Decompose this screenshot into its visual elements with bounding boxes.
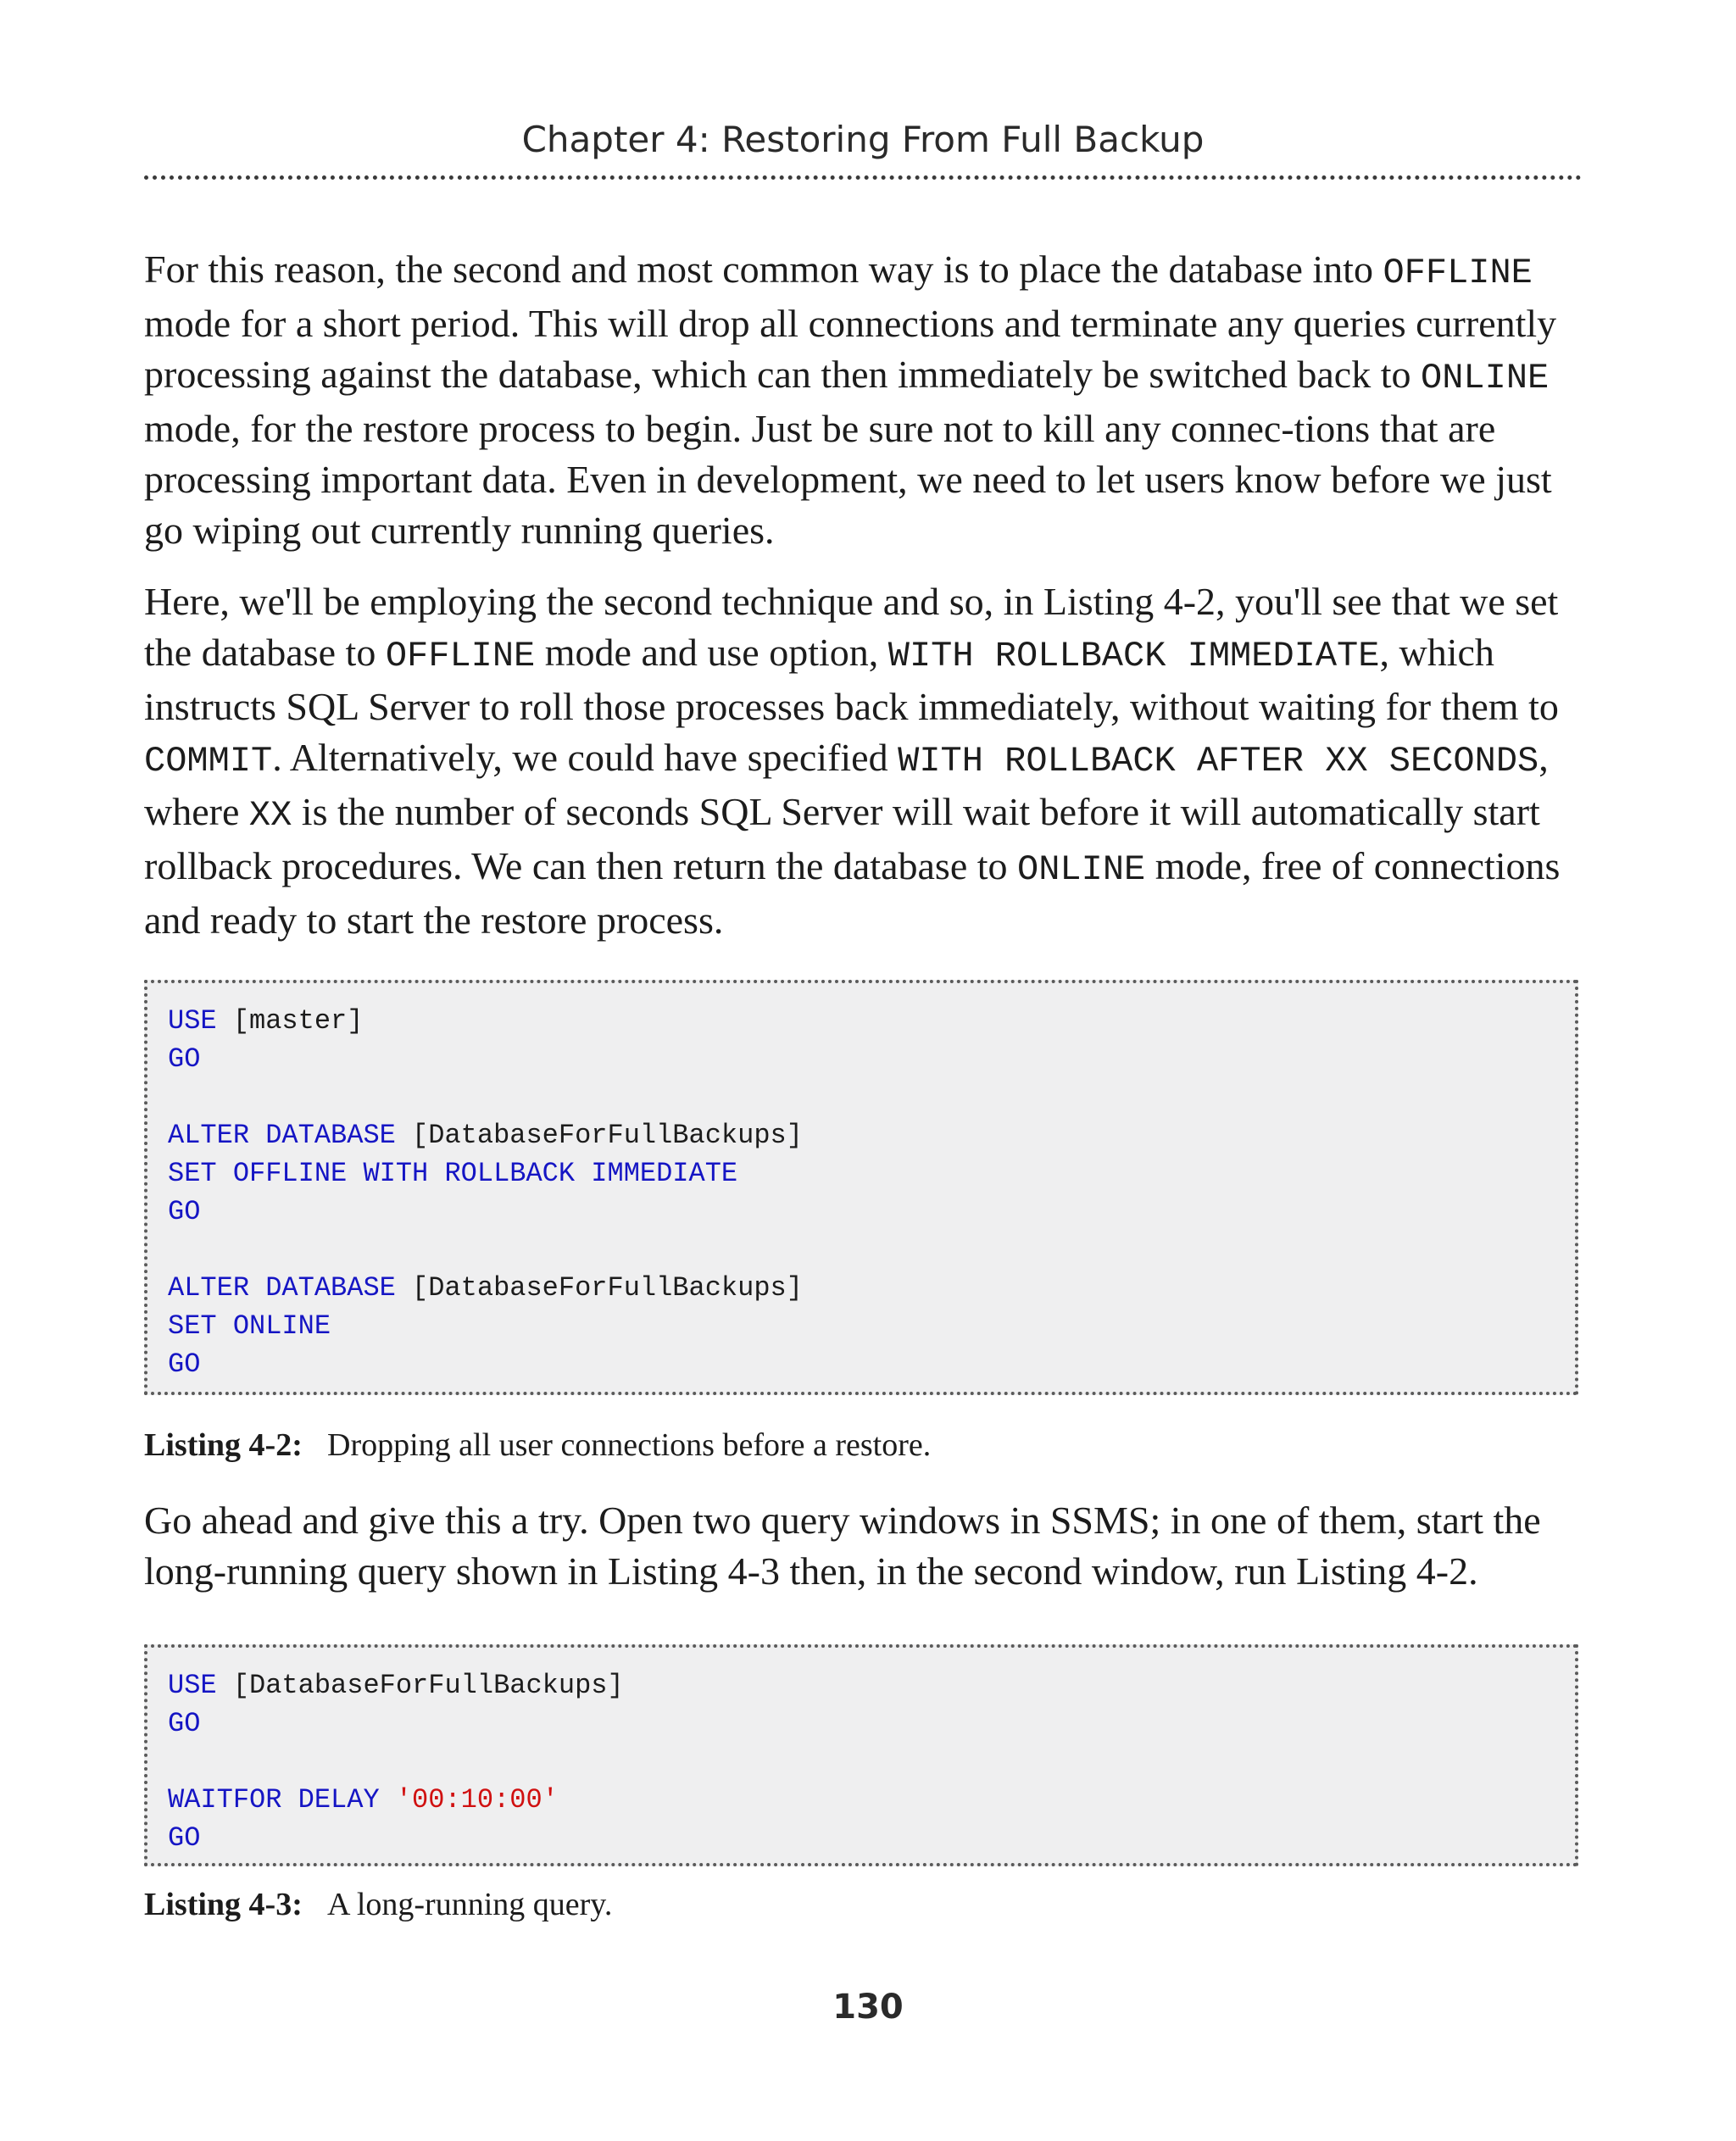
text-span: Here, we'll be employing the second technique and so, in Listing 4-2, you'll see that we set the database to	[144, 580, 1559, 674]
caption-label: Listing 4-2:	[144, 1427, 303, 1463]
caption-text: Dropping all user connections before a restore.	[327, 1427, 932, 1463]
code-text: [DatabaseForFullBackups]	[216, 1670, 624, 1701]
inline-code: COMMIT	[144, 741, 273, 781]
listing-caption-4-3	[144, 1883, 1582, 1926]
text-span: mode and use option,	[535, 631, 888, 674]
code-listing-4-3	[144, 1644, 1578, 1866]
code-text: [master]	[216, 1005, 364, 1037]
inline-code: WITH ROLLBACK AFTER XX SECONDS	[898, 741, 1539, 781]
code-line	[168, 1231, 1555, 1269]
code-keyword: GO	[168, 1196, 201, 1227]
code-line	[168, 1743, 1555, 1781]
text-span: , where	[144, 736, 1549, 833]
inline-code: WITH ROLLBACK IMMEDIATE	[887, 636, 1380, 676]
body-paragraph-3	[144, 1495, 1582, 1597]
code-line	[168, 1078, 1555, 1116]
code-line	[168, 1704, 1555, 1743]
code-line	[168, 1307, 1555, 1345]
code-listing-4-2	[144, 980, 1578, 1395]
text-span: . Alternatively, we could have specified	[272, 736, 899, 779]
code-line	[168, 1819, 1555, 1857]
code-keyword: ALTER DATABASE	[168, 1120, 396, 1151]
text-span: is the number of seconds SQL Server will wait before it will automatically start rollback procedures. We can then return the database to	[144, 790, 1540, 887]
code-keyword: ALTER DATABASE	[168, 1272, 396, 1304]
body-paragraph-2	[144, 576, 1582, 946]
code-line	[168, 1345, 1555, 1383]
code-keyword: WAITFOR DELAY	[168, 1784, 380, 1816]
running-header: Chapter 4: Restoring From Full Backup	[521, 119, 1205, 160]
caption-label: Listing 4-3:	[144, 1887, 303, 1922]
code-line	[168, 1116, 1555, 1154]
code-keyword: USE	[168, 1005, 217, 1037]
inline-code: OFFLINE	[385, 636, 536, 676]
header-divider	[144, 175, 1582, 180]
code-keyword: GO	[168, 1043, 201, 1075]
code-line	[168, 1666, 1555, 1704]
text-span: mode, for the restore process to begin. Just be sure not to kill any connec-tions that are processing important data. Even in development, we need to let users know before we just go wiping out currently running queries.	[144, 407, 1552, 552]
code-line	[168, 1002, 1555, 1040]
inline-code: ONLINE	[1421, 358, 1550, 398]
code-line	[168, 1040, 1555, 1078]
page-number: 130	[832, 1988, 904, 2027]
code-keyword: SET OFFLINE WITH ROLLBACK IMMEDIATE	[168, 1158, 738, 1189]
code-line	[168, 1781, 1555, 1819]
inline-code: OFFLINE	[1383, 253, 1533, 293]
code-text: [DatabaseForFullBackups]	[395, 1120, 803, 1151]
text-span: mode for a short period. This will drop all connections and terminate any queries currently processing against the database, which can then immediately be switched back to	[144, 302, 1557, 396]
caption-text: A long-running query.	[327, 1887, 613, 1922]
body-paragraph-1	[144, 244, 1582, 556]
code-line	[168, 1154, 1555, 1193]
inline-code: XX	[248, 795, 292, 836]
code-keyword: GO	[168, 1708, 201, 1739]
code-text	[380, 1784, 396, 1816]
text-span: mode, free of connections and ready to start the restore process.	[144, 844, 1561, 942]
text-span: , which instructs SQL Server to roll those processes back immediately, without waiting for them to	[144, 631, 1559, 728]
code-line	[168, 1193, 1555, 1231]
code-text: [DatabaseForFullBackups]	[395, 1272, 803, 1304]
inline-code: ONLINE	[1017, 849, 1146, 890]
text-span: Go ahead and give this a try. Open two query windows in SSMS; in one of them, start the long-running query shown in Listing 4-3 then, in the second window, run Listing 4-2.	[144, 1499, 1541, 1593]
code-keyword: GO	[168, 1349, 201, 1380]
code-keyword: GO	[168, 1822, 201, 1854]
text-span: For this reason, the second and most common way is to place the database into	[144, 247, 1383, 291]
listing-caption-4-2	[144, 1424, 1582, 1466]
code-keyword: SET ONLINE	[168, 1310, 331, 1342]
code-line	[168, 1269, 1555, 1307]
code-keyword: USE	[168, 1670, 217, 1701]
code-string: '00:10:00'	[395, 1784, 559, 1816]
